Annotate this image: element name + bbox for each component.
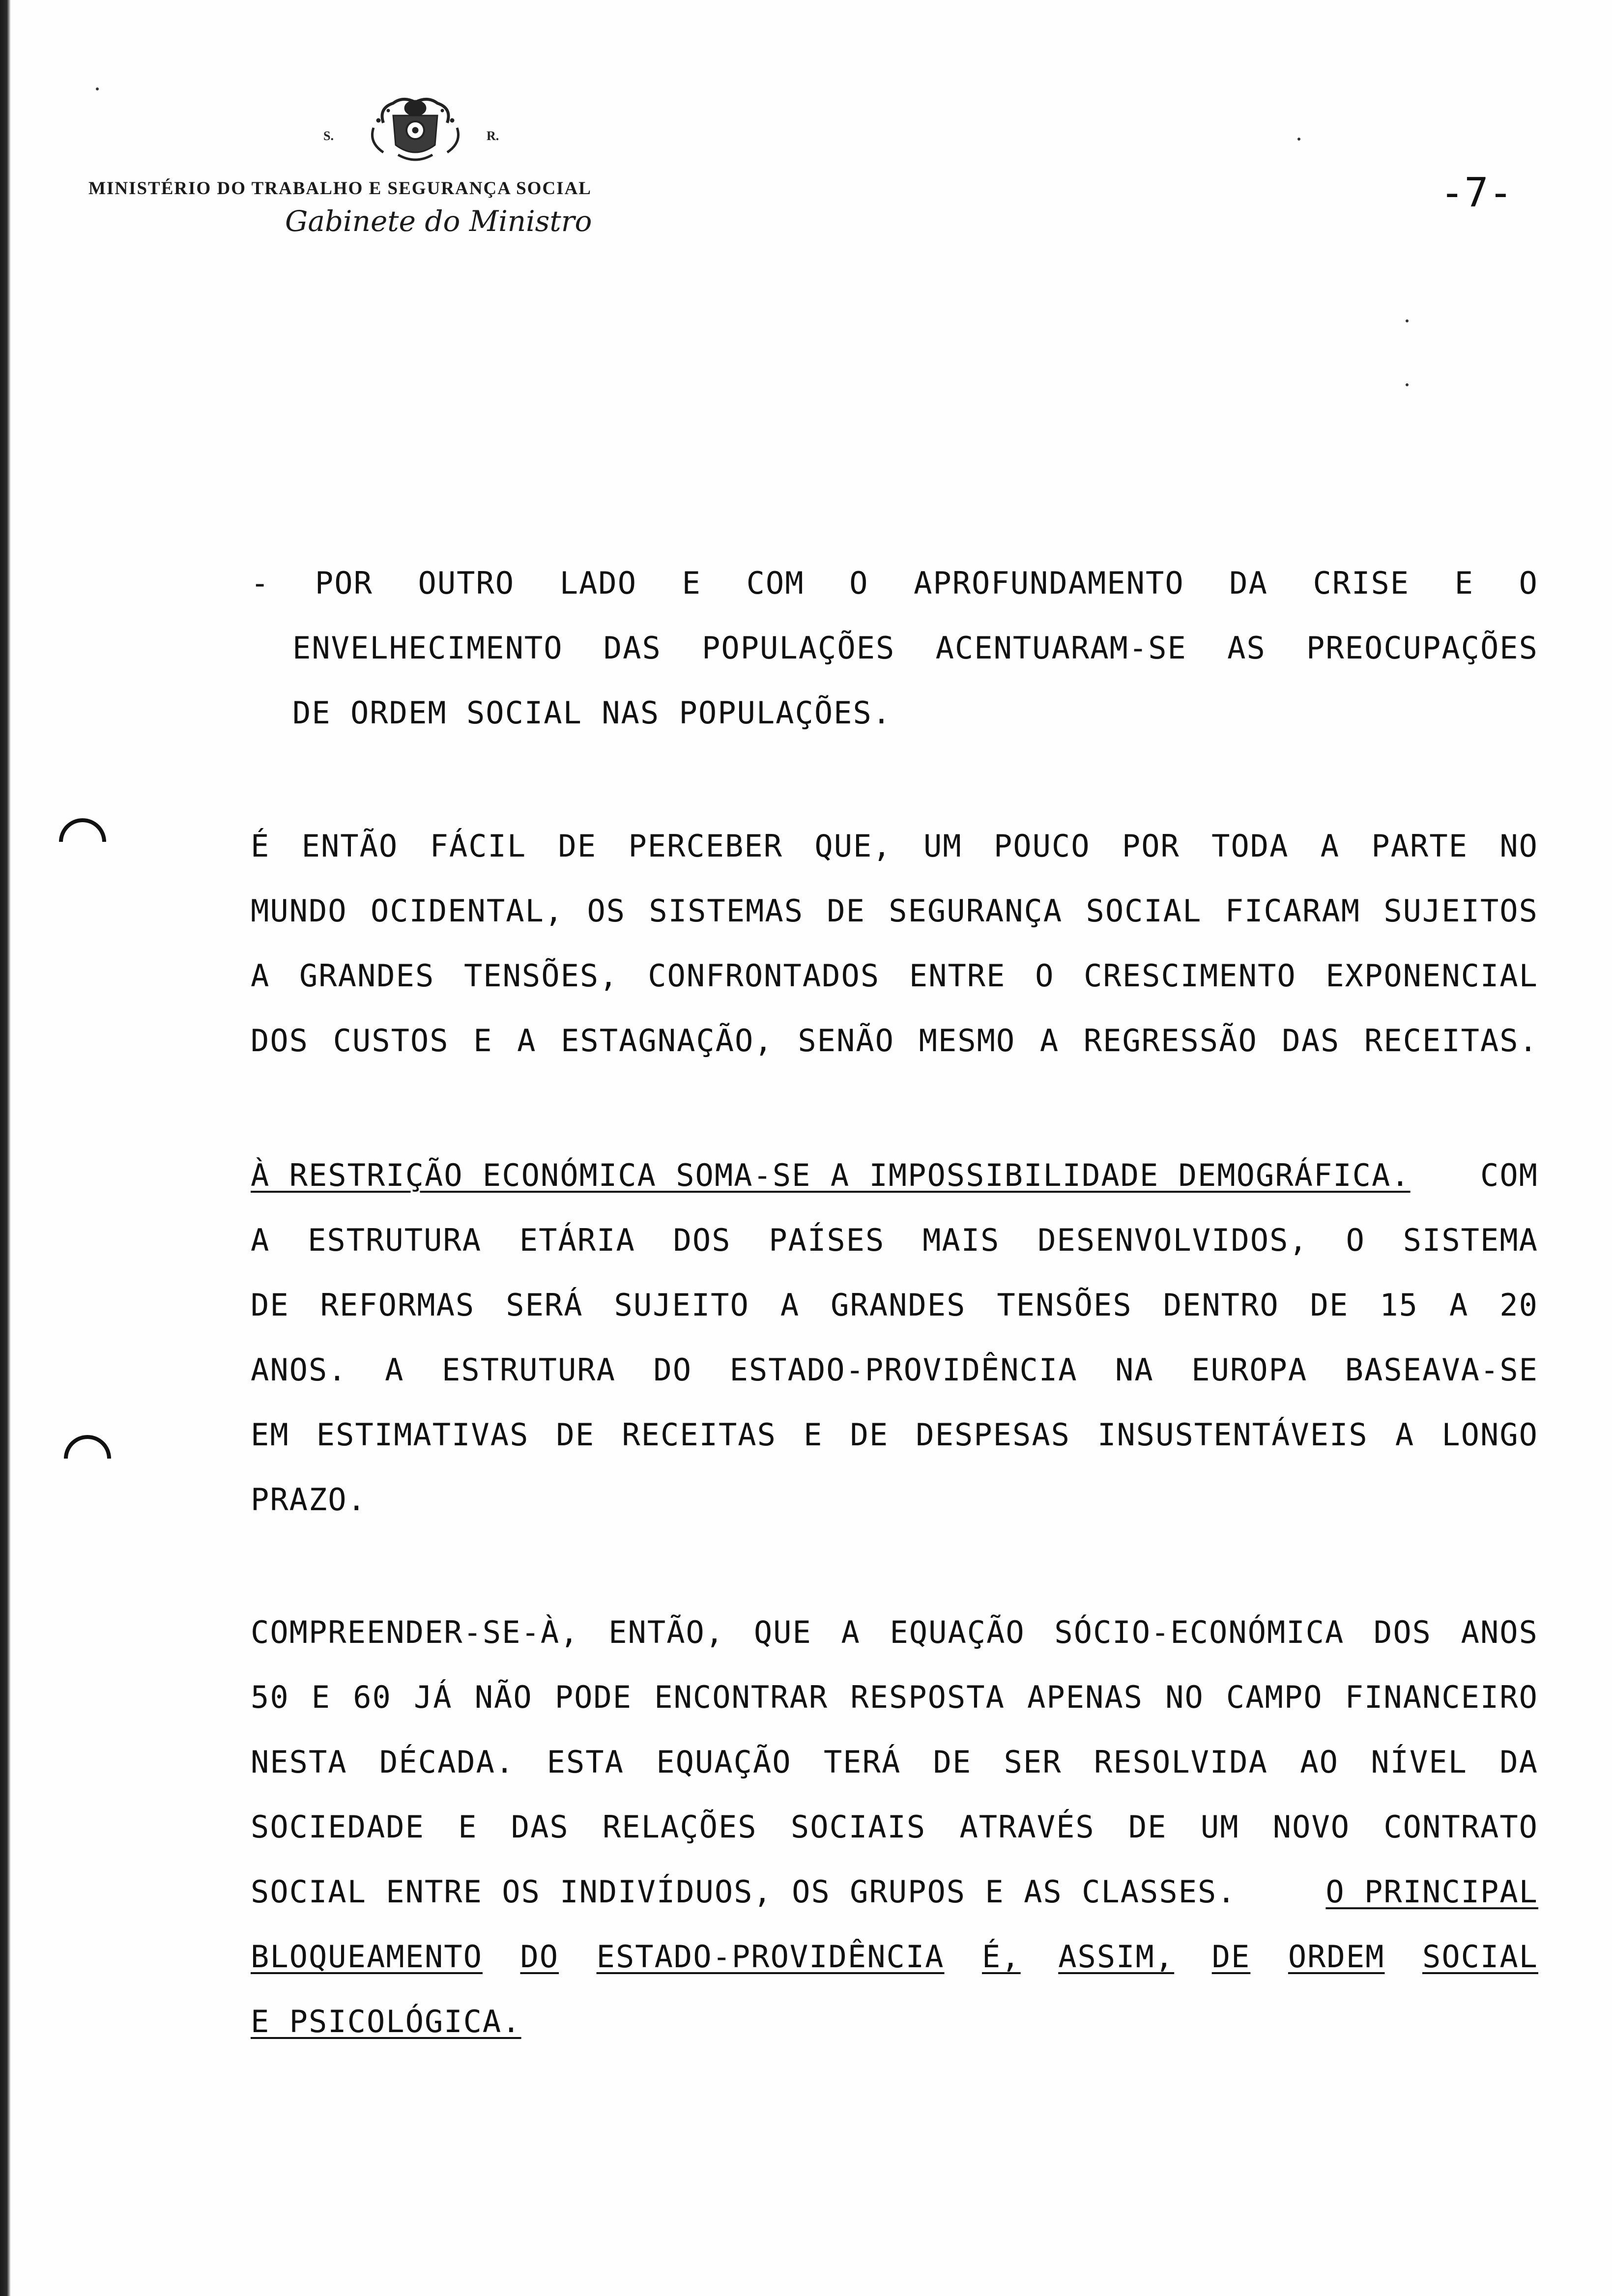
word: PARTE (1371, 828, 1468, 864)
text-line (251, 1287, 1538, 1326)
word: ENTRE (909, 958, 1006, 994)
word: FICARAM (1225, 893, 1361, 929)
word: QUE, (814, 828, 892, 864)
word: SOCIAIS (790, 1809, 926, 1845)
text-line (292, 630, 1538, 669)
word: TENSÕES (997, 1287, 1132, 1323)
word: PODE (554, 1679, 633, 1715)
word: QUE (753, 1614, 812, 1650)
word: RECEITAS. (1364, 1023, 1538, 1059)
text-line (251, 1809, 1538, 1848)
word: GRANDES (299, 958, 435, 994)
word: DE (556, 1417, 595, 1453)
crest-letter-right: R. (487, 129, 499, 143)
word: A (1320, 828, 1340, 864)
word: SEGURANÇA (889, 893, 1063, 929)
word: SENÃO (798, 1023, 894, 1059)
word: REGRESSÃO (1083, 1023, 1258, 1059)
word: ETÁRIA (519, 1222, 635, 1258)
word: DE (1211, 1939, 1251, 1975)
word: UM (1200, 1809, 1239, 1845)
word: POR (1122, 828, 1180, 864)
coat-of-arms-icon (364, 93, 467, 167)
text-line (251, 1157, 1538, 1197)
word: NA (1115, 1352, 1154, 1388)
text-line: PRAZO. (251, 1482, 367, 1518)
word: RESOLVIDA (1094, 1744, 1268, 1780)
word: SOCIAL (1422, 1939, 1538, 1975)
word: MAIS (922, 1222, 1000, 1258)
word: ENTÃO (301, 828, 399, 864)
word: A (841, 1614, 861, 1650)
word: A (780, 1287, 800, 1323)
scan-speck (1297, 138, 1300, 141)
word: DE (827, 893, 865, 929)
letterhead (88, 93, 737, 238)
word: RESPOSTA (850, 1679, 1005, 1715)
word: BLOQUEAMENTO (251, 1939, 483, 1975)
word: ESTIMATIVAS (316, 1417, 529, 1453)
word: DAS (511, 1809, 569, 1845)
word: A (1039, 1023, 1060, 1059)
word: BASEAVA-SE (1345, 1352, 1538, 1388)
word: FÁCIL (430, 828, 527, 864)
word: DO (653, 1352, 692, 1388)
text-line (251, 1614, 1538, 1654)
word: SOCIEDADE (251, 1809, 425, 1845)
word: 60 (353, 1679, 392, 1715)
word: A (251, 958, 270, 994)
word: RECEITAS (622, 1417, 777, 1453)
line-plain-part: SOCIAL ENTRE OS INDIVÍDUOS, OS GRUPOS E AS CLASSES. (251, 1874, 1237, 1910)
word: E (682, 565, 701, 601)
word: SÓCIO-ECONÓMICA (1054, 1614, 1345, 1650)
word: INSUSTENTÁVEIS (1097, 1417, 1368, 1453)
word: O (1519, 565, 1538, 601)
word: DOS (1374, 1614, 1432, 1650)
word: E (804, 1417, 823, 1453)
word: DE (933, 1744, 972, 1780)
word: EQUAÇÃO (890, 1614, 1025, 1650)
word: CRESCIMENTO (1084, 958, 1296, 994)
word: LONGO (1441, 1417, 1538, 1453)
word: É (251, 828, 270, 864)
word: POPULAÇÕES (702, 630, 895, 666)
word: A (517, 1023, 537, 1059)
word: SISTEMAS (649, 893, 804, 929)
text-line (251, 893, 1538, 932)
word: NO (1499, 828, 1538, 864)
word: ANOS (1461, 1614, 1538, 1650)
word: E (458, 1809, 478, 1845)
text-line (251, 1744, 1538, 1783)
word: JÁ (413, 1679, 453, 1715)
word: COM (746, 565, 805, 601)
underlined-text-line (251, 1939, 1538, 1978)
word: E (311, 1679, 331, 1715)
underlined-statement: À RESTRIÇÃO ECONÓMICA SOMA-SE A IMPOSSIBILIDADE DEMOGRÁFICA. (251, 1157, 1410, 1193)
word: DENTRO (1163, 1287, 1279, 1323)
page-number: -7- (1440, 170, 1513, 216)
ministry-name: MINISTÉRIO DO TRABALHO E SEGURANÇA SOCIAL (88, 178, 592, 199)
word: APENAS (1027, 1679, 1144, 1715)
word: EXPONENCIAL (1325, 958, 1538, 994)
word: A (1395, 1417, 1415, 1453)
word: - (251, 565, 270, 601)
scan-speck (1406, 383, 1409, 386)
word: ANOS. (251, 1352, 347, 1388)
word: SOCIAL (1086, 893, 1202, 929)
word: ENCONTRAR (654, 1679, 829, 1715)
word: EQUAÇÃO (656, 1744, 792, 1780)
word: TERÁ (823, 1744, 901, 1780)
word: NÃO (474, 1679, 533, 1715)
word: PREOCUPAÇÕES (1306, 630, 1538, 666)
word: CONTRATO (1383, 1809, 1538, 1845)
word: 15 (1380, 1287, 1418, 1323)
word: SISTEMA (1403, 1222, 1538, 1258)
line-continuation: COM (1480, 1157, 1538, 1193)
word: E (1454, 565, 1474, 601)
word: DESENVOLVIDOS, (1037, 1222, 1308, 1258)
word: O (1035, 958, 1055, 994)
word: OS (587, 893, 626, 929)
word: NOVO (1272, 1809, 1351, 1845)
word: ENTÃO, (608, 1614, 725, 1650)
word: 20 (1499, 1287, 1538, 1323)
text-line (251, 1023, 1538, 1062)
word: O (1346, 1222, 1365, 1258)
word: EUROPA (1191, 1352, 1308, 1388)
word: PAÍSES (769, 1222, 885, 1258)
word: SUJEITOS (1383, 893, 1538, 929)
word: POUCO (993, 828, 1091, 864)
word: APROFUNDAMENTO (914, 565, 1184, 601)
word: NÍVEL (1371, 1744, 1468, 1780)
word: REFORMAS (320, 1287, 475, 1323)
word: CRISE (1313, 565, 1410, 601)
underlined-statement: E PSICOLÓGICA. (251, 2004, 521, 2039)
word: CAMPO (1226, 1679, 1323, 1715)
word: OUTRO (418, 565, 515, 601)
word: ESTRUTURA (308, 1222, 482, 1258)
scan-speck (1406, 319, 1409, 322)
punch-hole-mark (64, 1435, 111, 1459)
word: É, (982, 1939, 1021, 1975)
word: TODA (1211, 828, 1289, 864)
word: AO (1300, 1744, 1339, 1780)
word: DOS (673, 1222, 731, 1258)
text-line (251, 1417, 1538, 1456)
word: NO (1165, 1679, 1204, 1715)
text-line (251, 565, 1538, 604)
word: PERCEBER (628, 828, 783, 864)
word: A (251, 1222, 270, 1258)
text-line (251, 1222, 1538, 1262)
word: E (473, 1023, 493, 1059)
scan-speck (96, 87, 99, 90)
text-line (251, 1874, 1538, 1913)
crest-letter-left: S. (323, 129, 334, 143)
word: DE (1128, 1809, 1167, 1845)
word: A (1449, 1287, 1469, 1323)
punch-hole-mark (59, 818, 106, 842)
word: ESTRUTURA (442, 1352, 616, 1388)
word: DE (558, 828, 597, 864)
word: ESTA (547, 1744, 624, 1780)
word: LADO (559, 565, 637, 601)
text-line (251, 1679, 1538, 1719)
word: O (849, 565, 869, 601)
text-line (251, 958, 1538, 997)
word: RELAÇÕES (603, 1809, 757, 1845)
word: OCIDENTAL, (370, 893, 564, 929)
underlined-text-line (251, 2004, 1538, 2043)
word: DO (520, 1939, 559, 1975)
word: A (385, 1352, 404, 1388)
word: ESTADO-PROVIDÊNCIA (729, 1352, 1078, 1388)
word: CUSTOS (333, 1023, 449, 1059)
text-line (251, 828, 1538, 867)
underlined-statement: O PRINCIPAL (1325, 1874, 1538, 1910)
word: MESMO (919, 1023, 1016, 1059)
word: SUJEITO (614, 1287, 749, 1323)
text-line (251, 1352, 1538, 1391)
word: MUNDO (251, 893, 347, 929)
word: EM (251, 1417, 289, 1453)
word: AS (1227, 630, 1266, 666)
word: DAS (1282, 1023, 1340, 1059)
word: TENSÕES, (463, 958, 619, 994)
word: DE (251, 1287, 289, 1323)
word: DE (1310, 1287, 1349, 1323)
word: ESTADO-PROVIDÊNCIA (596, 1939, 945, 1975)
word: DESPESAS (916, 1417, 1070, 1453)
word: GRANDES (831, 1287, 966, 1323)
word: ACENTUARAM-SE (935, 630, 1187, 666)
word: SER (1004, 1744, 1062, 1780)
word: CONFRONTADOS (648, 958, 880, 994)
word: DE (850, 1417, 889, 1453)
word: 50 (251, 1679, 289, 1715)
word: ASSIM, (1058, 1939, 1175, 1975)
word: DA (1229, 565, 1268, 601)
crest-row (88, 93, 580, 157)
word: ATRAVÉS (959, 1809, 1095, 1845)
word: DAS (603, 630, 662, 666)
word: ENVELHECIMENTO (292, 630, 563, 666)
word: ORDEM (1288, 1939, 1385, 1975)
word: POR (315, 565, 373, 601)
text-line: DE ORDEM SOCIAL NAS POPULAÇÕES. (292, 695, 892, 731)
word: SERÁ (506, 1287, 583, 1323)
word: DA (1499, 1744, 1538, 1780)
office-name: Gabinete do Ministro (285, 204, 592, 238)
word: DÉCADA. (379, 1744, 515, 1780)
word: UM (923, 828, 962, 864)
scan-binding-edge (0, 0, 11, 2296)
word: DOS (251, 1023, 309, 1059)
word: COMPREENDER-SE-À, (251, 1614, 579, 1650)
word: ESTAGNAÇÃO, (561, 1023, 774, 1059)
word: NESTA (251, 1744, 347, 1780)
word: FINANCEIRO (1345, 1679, 1538, 1715)
